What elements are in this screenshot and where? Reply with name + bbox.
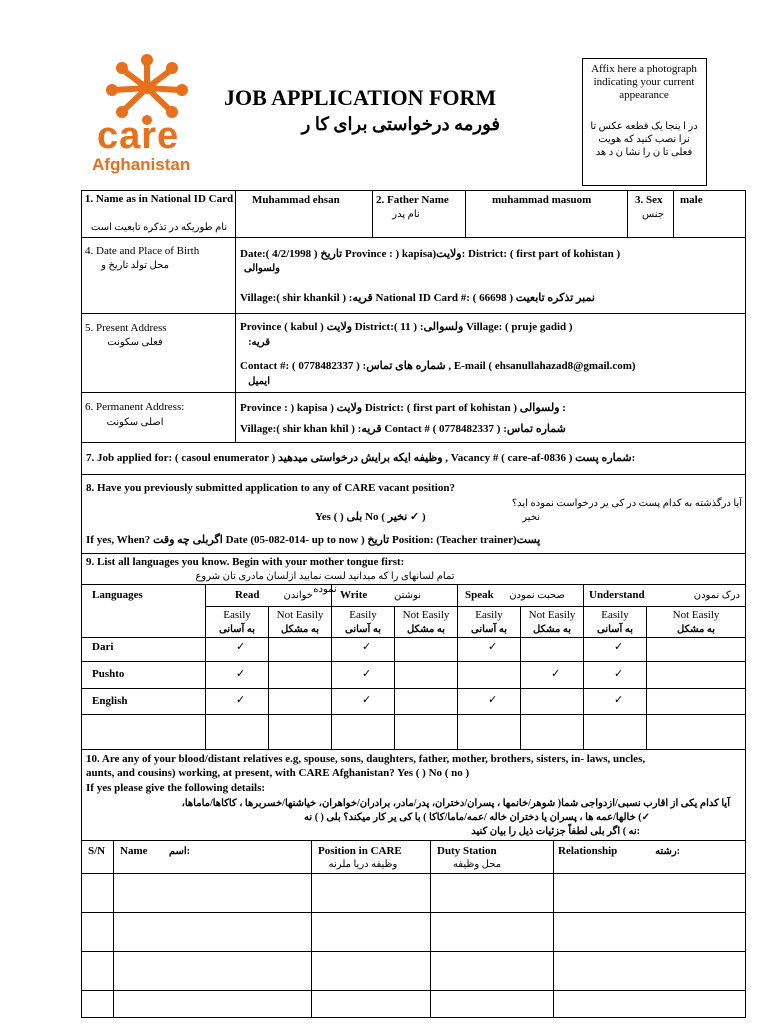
easily-label-dari: به آسانی bbox=[345, 624, 381, 635]
present-line-1b: قریه: bbox=[248, 337, 270, 348]
relatives-header-relationship: Relationship bbox=[558, 845, 618, 857]
easily-label: Easily bbox=[349, 609, 377, 621]
sex-label: 3. Sex bbox=[635, 194, 663, 206]
language-checkmark[interactable]: ✓ bbox=[236, 667, 246, 680]
language-row-pushto: Pushto bbox=[92, 668, 125, 680]
permanent-address-label-dari: اصلی سکونت bbox=[106, 417, 164, 428]
birth-line-2[interactable]: Village:( shir khankil ) :قریه National ID Card #: ( 66698 ) نمبر تذکره تابعیت bbox=[240, 292, 595, 304]
father-label-dari: نام پدر bbox=[392, 209, 420, 220]
present-address-label-dari: فعلی سکونت bbox=[107, 337, 163, 348]
relatives-header-name-dari: :اسم bbox=[168, 846, 190, 857]
present-line-2b: ایمیل bbox=[248, 376, 270, 387]
group-read-dari: خواندن bbox=[283, 590, 313, 601]
care-logo bbox=[92, 48, 202, 178]
relatives-question-dari-1: آیا کدام یکی از اقارب نسبی/ازدواجی شما( شوهر/خانمها ، پسران/دختران، پدر/مادر، برادران/خواهران، خیاشنها/خسربرها ، کاکاها/ماماها، bbox=[181, 798, 730, 809]
not-easily-label: Not Easily bbox=[528, 609, 576, 621]
birth-line-1[interactable]: Date:( 4/2/1998 ) تاریخ Province : ) kapisa)ولایت: District: ( first part of kohistan ) bbox=[240, 248, 621, 260]
not-easily-label-dari: به مشکل bbox=[406, 624, 446, 635]
relatives-question-2[interactable]: aunts, and cousins) working, at present, with CARE Afghanistan? Yes ( ) No ( no ) bbox=[86, 767, 470, 779]
relatives-header-relationship-dari: :رشته bbox=[655, 846, 680, 857]
language-checkmark[interactable]: ✓ bbox=[362, 640, 372, 653]
permanent-line-1[interactable]: Province : ) kapisa ) ولایت District: ( first part of kohistan ) ولسوالی : bbox=[240, 402, 566, 414]
not-easily-label: Not Easily bbox=[672, 609, 720, 621]
father-label: 2. Father Name bbox=[376, 194, 449, 206]
easily-label: Easily bbox=[601, 609, 629, 621]
name-value[interactable]: Muhammad ehsan bbox=[252, 194, 340, 206]
previous-application-question: 8. Have you previously submitted application to any of CARE vacant position? bbox=[86, 482, 455, 494]
easily-label-dari: به آسانی bbox=[219, 624, 255, 635]
no-label-dari: نخیر bbox=[522, 512, 540, 523]
language-checkmark[interactable]: ✓ bbox=[614, 667, 624, 680]
previous-application-when[interactable]: If yes, When? اگربلی چه وقت Date (05-082-014- up to now ) تاریخ Position: (Teacher trainer)پست bbox=[86, 534, 541, 546]
group-read: Read bbox=[235, 589, 260, 601]
name-label-dari: نام طوریکه در تذکره تابعیت است bbox=[90, 222, 228, 233]
photo-instruction-dari: در ا ینجا یک قطعه عکس تا نرا نصب کنید که هویت فعلی تا ن را نشا ن د هد bbox=[590, 121, 698, 158]
relatives-question-3: If yes please give the following details: bbox=[86, 782, 266, 794]
job-applied[interactable]: 7. Job applied for: ( casoul enumerator ) وظیفه ایکه برایش درخواستی میدهید , Vacancy # ( care-af-0836 ) شماره پست: bbox=[86, 452, 636, 464]
language-row-dari: Dari bbox=[92, 641, 114, 653]
present-line-2[interactable]: Contact #: ( 0778482337 ) :شماره های تماس , E-mail ( ehsanullahazad8@gmail.com) bbox=[240, 360, 636, 372]
relatives-question-1: 10. Are any of your blood/distant relatives e.g, spouse, sons, daughters, father, mother, brothers, sisters, in- laws, uncles, bbox=[86, 753, 646, 765]
easily-label: Easily bbox=[475, 609, 503, 621]
easily-label-dari: به آسانی bbox=[471, 624, 507, 635]
language-checkmark[interactable]: ✓ bbox=[614, 693, 624, 706]
not-easily-label: Not Easily bbox=[276, 609, 324, 621]
present-line-1[interactable]: Province ( kabul ) ولایت District:( 11 ) :ولسوالی Village: ( pruje gadid ) bbox=[240, 321, 573, 333]
relatives-header-name: Name bbox=[120, 845, 148, 857]
photo-instruction: Affix here a photograph indicating your current appearance bbox=[591, 63, 697, 101]
not-easily-label-dari: به مشکل bbox=[532, 624, 572, 635]
birth-label-dari: محل تولد تاریخ و bbox=[101, 260, 169, 271]
languages-column-header: Languages bbox=[92, 589, 143, 601]
relatives-header-sn: S/N bbox=[88, 845, 106, 857]
group-understand-dari: درک نمودن bbox=[693, 590, 740, 601]
not-easily-label: Not Easily bbox=[402, 609, 450, 621]
relatives-header-position: Position in CARE bbox=[318, 845, 402, 857]
relatives-header-station-dari: محل وظیفه bbox=[452, 859, 502, 870]
easily-label: Easily bbox=[223, 609, 251, 621]
language-checkmark[interactable]: ✓ bbox=[614, 640, 624, 653]
relatives-row[interactable] bbox=[82, 952, 745, 989]
present-address-label: 5. Present Address bbox=[85, 322, 167, 334]
group-write-dari: نوشتن bbox=[394, 590, 421, 601]
group-understand: Understand bbox=[589, 589, 645, 601]
language-checkmark[interactable]: ✓ bbox=[488, 693, 498, 706]
sex-label-dari: جنس bbox=[642, 209, 664, 220]
relatives-question-dari-3: :نه ) اگر بلی لطفاً جزئیات ذیل را بیان کنید bbox=[471, 826, 640, 837]
language-checkmark[interactable]: ✓ bbox=[236, 693, 246, 706]
language-checkmark[interactable]: ✓ bbox=[362, 693, 372, 706]
group-speak-dari: صحبت نمودن bbox=[509, 590, 565, 601]
relatives-header-station: Duty Station bbox=[437, 845, 497, 857]
logo-name: care bbox=[97, 115, 180, 157]
sex-value[interactable]: male bbox=[680, 194, 703, 206]
previous-application-question-dari: آیا درگذشته به کدام پست در کی یر درخواست نموده اید؟ bbox=[511, 498, 742, 509]
language-checkmark[interactable]: ✓ bbox=[362, 667, 372, 680]
previous-application-yes-no[interactable]: Yes ( ) بلی No ( نخیر ✓ ) bbox=[315, 511, 426, 523]
permanent-line-2[interactable]: Village:( shir khan khil ) :قریه Contact # ( 0778482337 ) :شماره تماس bbox=[240, 423, 566, 435]
not-easily-label-dari: به مشکل bbox=[280, 624, 320, 635]
group-speak: Speak bbox=[465, 589, 494, 601]
group-write: Write bbox=[340, 589, 368, 601]
relatives-header-position-dari: وظیفه دریا ملرنه bbox=[328, 859, 398, 870]
languages-heading-dari: تمام لسانهای را که میدانید لست نمایید ازلسان مادری تان شروع نموده bbox=[195, 571, 455, 595]
language-checkmark[interactable]: ✓ bbox=[236, 640, 246, 653]
easily-label-dari: به آسانی bbox=[597, 624, 633, 635]
birth-line-1b: ولسوالی bbox=[243, 263, 280, 274]
not-easily-label-dari: به مشکل bbox=[676, 624, 716, 635]
logo-sub: Afghanistan bbox=[92, 155, 191, 174]
name-label: 1. Name as in National ID Card bbox=[84, 193, 234, 205]
form-title: JOB APPLICATION FORM bbox=[224, 85, 497, 110]
birth-label: 4. Date and Place of Birth bbox=[85, 245, 200, 257]
relatives-question-dari-2: ✓) خالها/عمه ها ، پسران یا دختران خاله /عمه/ماما/کاکا ) با کی یر کار میکند؟ بلی ( ) نه bbox=[304, 812, 650, 823]
relatives-row[interactable] bbox=[82, 913, 745, 950]
relatives-row[interactable] bbox=[82, 991, 745, 1017]
form-title-dari: فورمه درخواستی برای کا ر bbox=[301, 114, 500, 134]
languages-heading: 9. List all languages you know. Begin with your mother tongue first: bbox=[86, 556, 405, 568]
father-value[interactable]: muhammad masuom bbox=[492, 194, 592, 206]
permanent-address-label: 6. Permanent Address: bbox=[85, 401, 185, 413]
language-checkmark[interactable]: ✓ bbox=[551, 667, 561, 680]
language-row-english: English bbox=[92, 695, 128, 707]
relatives-row[interactable] bbox=[82, 874, 745, 911]
language-checkmark[interactable]: ✓ bbox=[488, 640, 498, 653]
